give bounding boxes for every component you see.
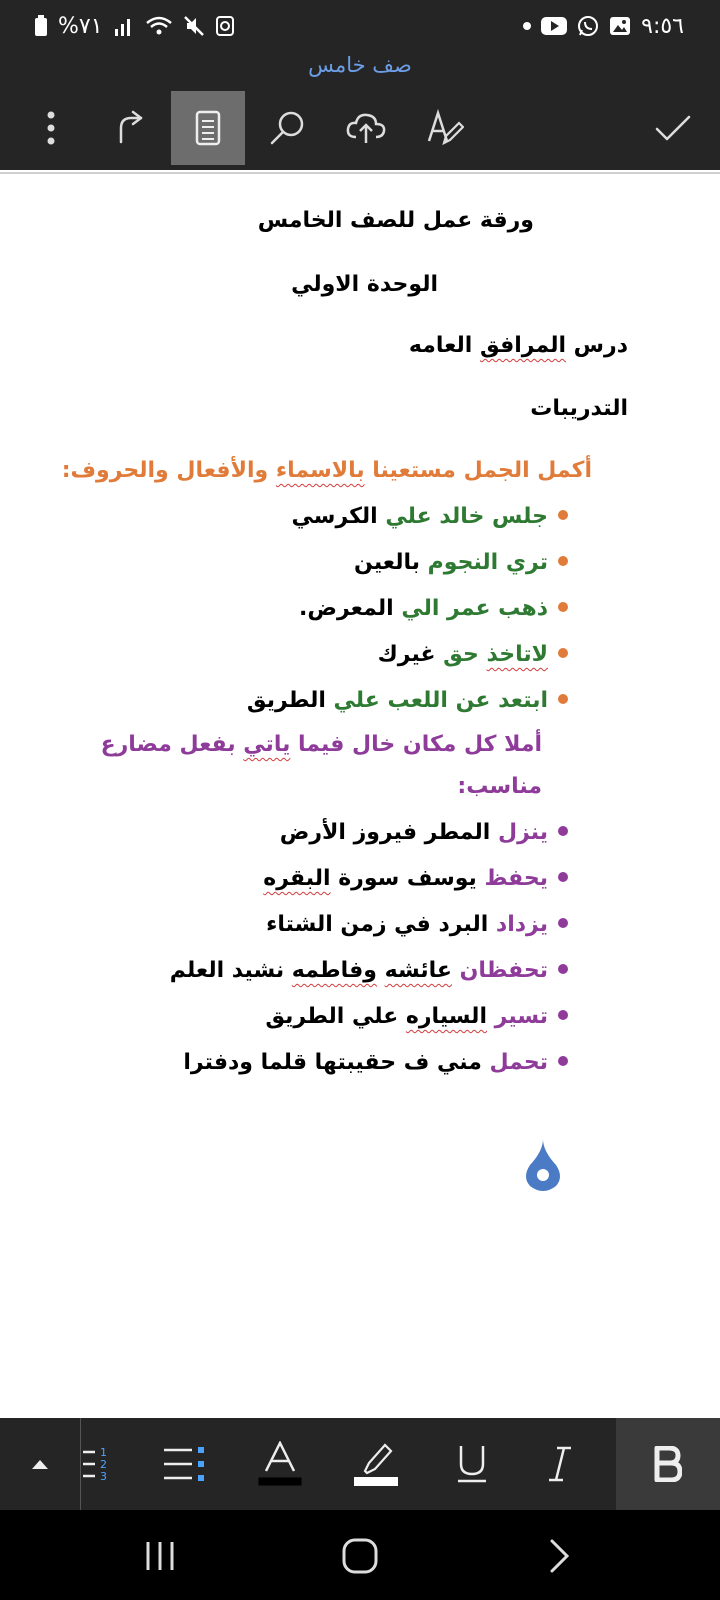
list-item: تسير السياره علي الطريق <box>265 1002 568 1032</box>
list-item: ذهب عمر الي المعرض. <box>299 594 568 624</box>
highlight-button[interactable] <box>336 1418 416 1510</box>
bullet-icon <box>558 648 568 658</box>
format-toolbar <box>0 1418 720 1510</box>
numbered-list-icon <box>81 1444 111 1484</box>
instruction-fill-blanks: أملا كل مكان خال فيما ياتي بفعل مضارع <box>100 732 542 757</box>
gallery-icon <box>609 15 631 37</box>
whatsapp-icon <box>577 15 599 37</box>
battery-icon <box>34 15 48 37</box>
list-item: تحمل مني ف حقيبتها قلما ودفترا <box>183 1048 568 1078</box>
mute-icon <box>183 15 205 37</box>
more-vertical-icon <box>46 111 56 145</box>
youtube-icon <box>541 16 567 36</box>
more-options-button[interactable] <box>14 91 88 165</box>
underline-icon <box>457 1444 487 1484</box>
bulleted-list-icon <box>162 1446 206 1482</box>
editor-button[interactable] <box>408 91 482 165</box>
signal-icon <box>113 15 135 37</box>
status-left <box>34 12 235 40</box>
back-button[interactable] <box>520 1528 600 1584</box>
bullet-icon <box>558 1056 568 1066</box>
unit-title: الوحدة الاولي <box>291 272 438 297</box>
bullet-icon <box>558 826 568 836</box>
highlighter-icon <box>353 1441 399 1487</box>
svg-text:3: 3 <box>100 1470 107 1483</box>
recent-apps-icon <box>143 1539 177 1573</box>
list-item: ينزل المطر فيروز الأرض <box>280 818 568 848</box>
document-canvas[interactable] <box>0 172 720 1420</box>
battery-percent: %٧١ <box>58 13 103 39</box>
checkmark-icon <box>654 113 692 143</box>
document-title[interactable]: صف خامس <box>308 53 412 77</box>
instruction-complete-sentences: أكمل الجمل مستعينا بالاسماء والأفعال والحروف: <box>61 458 592 483</box>
status-bar <box>0 0 720 52</box>
list-item: لاتاخذ حق غيرك <box>378 640 568 670</box>
bullet-icon <box>558 1010 568 1020</box>
done-button[interactable] <box>636 91 710 165</box>
list-item: يزداد البرد في زمن الشتاء <box>266 910 568 940</box>
instruction-fill-blanks-cont: مناسب: <box>457 774 542 799</box>
exercises-heading: التدريبات <box>530 396 628 421</box>
status-right <box>523 12 684 40</box>
svg-text:2: 2 <box>100 1458 107 1471</box>
home-icon <box>341 1537 379 1575</box>
bold-icon <box>654 1446 682 1482</box>
home-button[interactable] <box>320 1528 400 1584</box>
numbered-list-button[interactable] <box>64 1418 128 1510</box>
caret-up-icon <box>31 1458 49 1470</box>
mobile-view-icon <box>195 110 221 146</box>
bullet-icon <box>558 918 568 928</box>
bullet-icon <box>558 964 568 974</box>
list-item: ابتعد عن اللعب علي الطريق <box>247 686 568 716</box>
top-toolbar <box>0 86 720 170</box>
list-item: تري النجوم بالعين <box>354 548 568 578</box>
search-button[interactable] <box>250 91 324 165</box>
chevron-right-icon <box>549 1538 571 1574</box>
italic-icon <box>547 1446 573 1482</box>
system-navigation-bar <box>0 1510 720 1600</box>
font-color-icon <box>257 1441 303 1487</box>
svg-text:1: 1 <box>100 1446 107 1459</box>
search-icon <box>268 109 306 147</box>
bullet-icon <box>558 510 568 520</box>
wifi-icon <box>145 15 173 37</box>
bullet-icon <box>558 602 568 612</box>
cloud-upload-icon <box>345 111 387 145</box>
underline-button[interactable] <box>432 1418 512 1510</box>
list-item: جلس خالد علي الكرسي <box>292 502 568 532</box>
recent-apps-button[interactable] <box>120 1528 200 1584</box>
bullet-icon <box>558 694 568 704</box>
bulleted-list-button[interactable] <box>144 1418 224 1510</box>
italic-button[interactable] <box>520 1418 600 1510</box>
list-item: يحفظ يوسف سورة البقره <box>263 864 568 894</box>
bullet-icon <box>558 872 568 882</box>
font-color-button[interactable] <box>240 1418 320 1510</box>
redo-icon <box>111 110 147 146</box>
lesson-title: درس المرافق العامه <box>408 333 628 358</box>
worksheet-title: ورقة عمل للصف الخامس <box>257 208 534 233</box>
clock: ٩:٥٦ <box>641 13 684 39</box>
list-item: تحفظان عائشه وفاطمه نشيد العلم <box>170 956 568 986</box>
cloud-save-button[interactable] <box>329 91 403 165</box>
reading-view-button[interactable] <box>171 91 245 165</box>
bullet-icon <box>558 556 568 566</box>
document-title-bar <box>0 52 720 86</box>
cursor-handle-icon[interactable] <box>524 1137 562 1193</box>
bold-button[interactable] <box>616 1418 720 1510</box>
editor-pen-icon <box>426 109 464 147</box>
data-saver-icon <box>215 15 235 37</box>
notification-dot-icon <box>523 22 531 30</box>
redo-button[interactable] <box>92 91 166 165</box>
